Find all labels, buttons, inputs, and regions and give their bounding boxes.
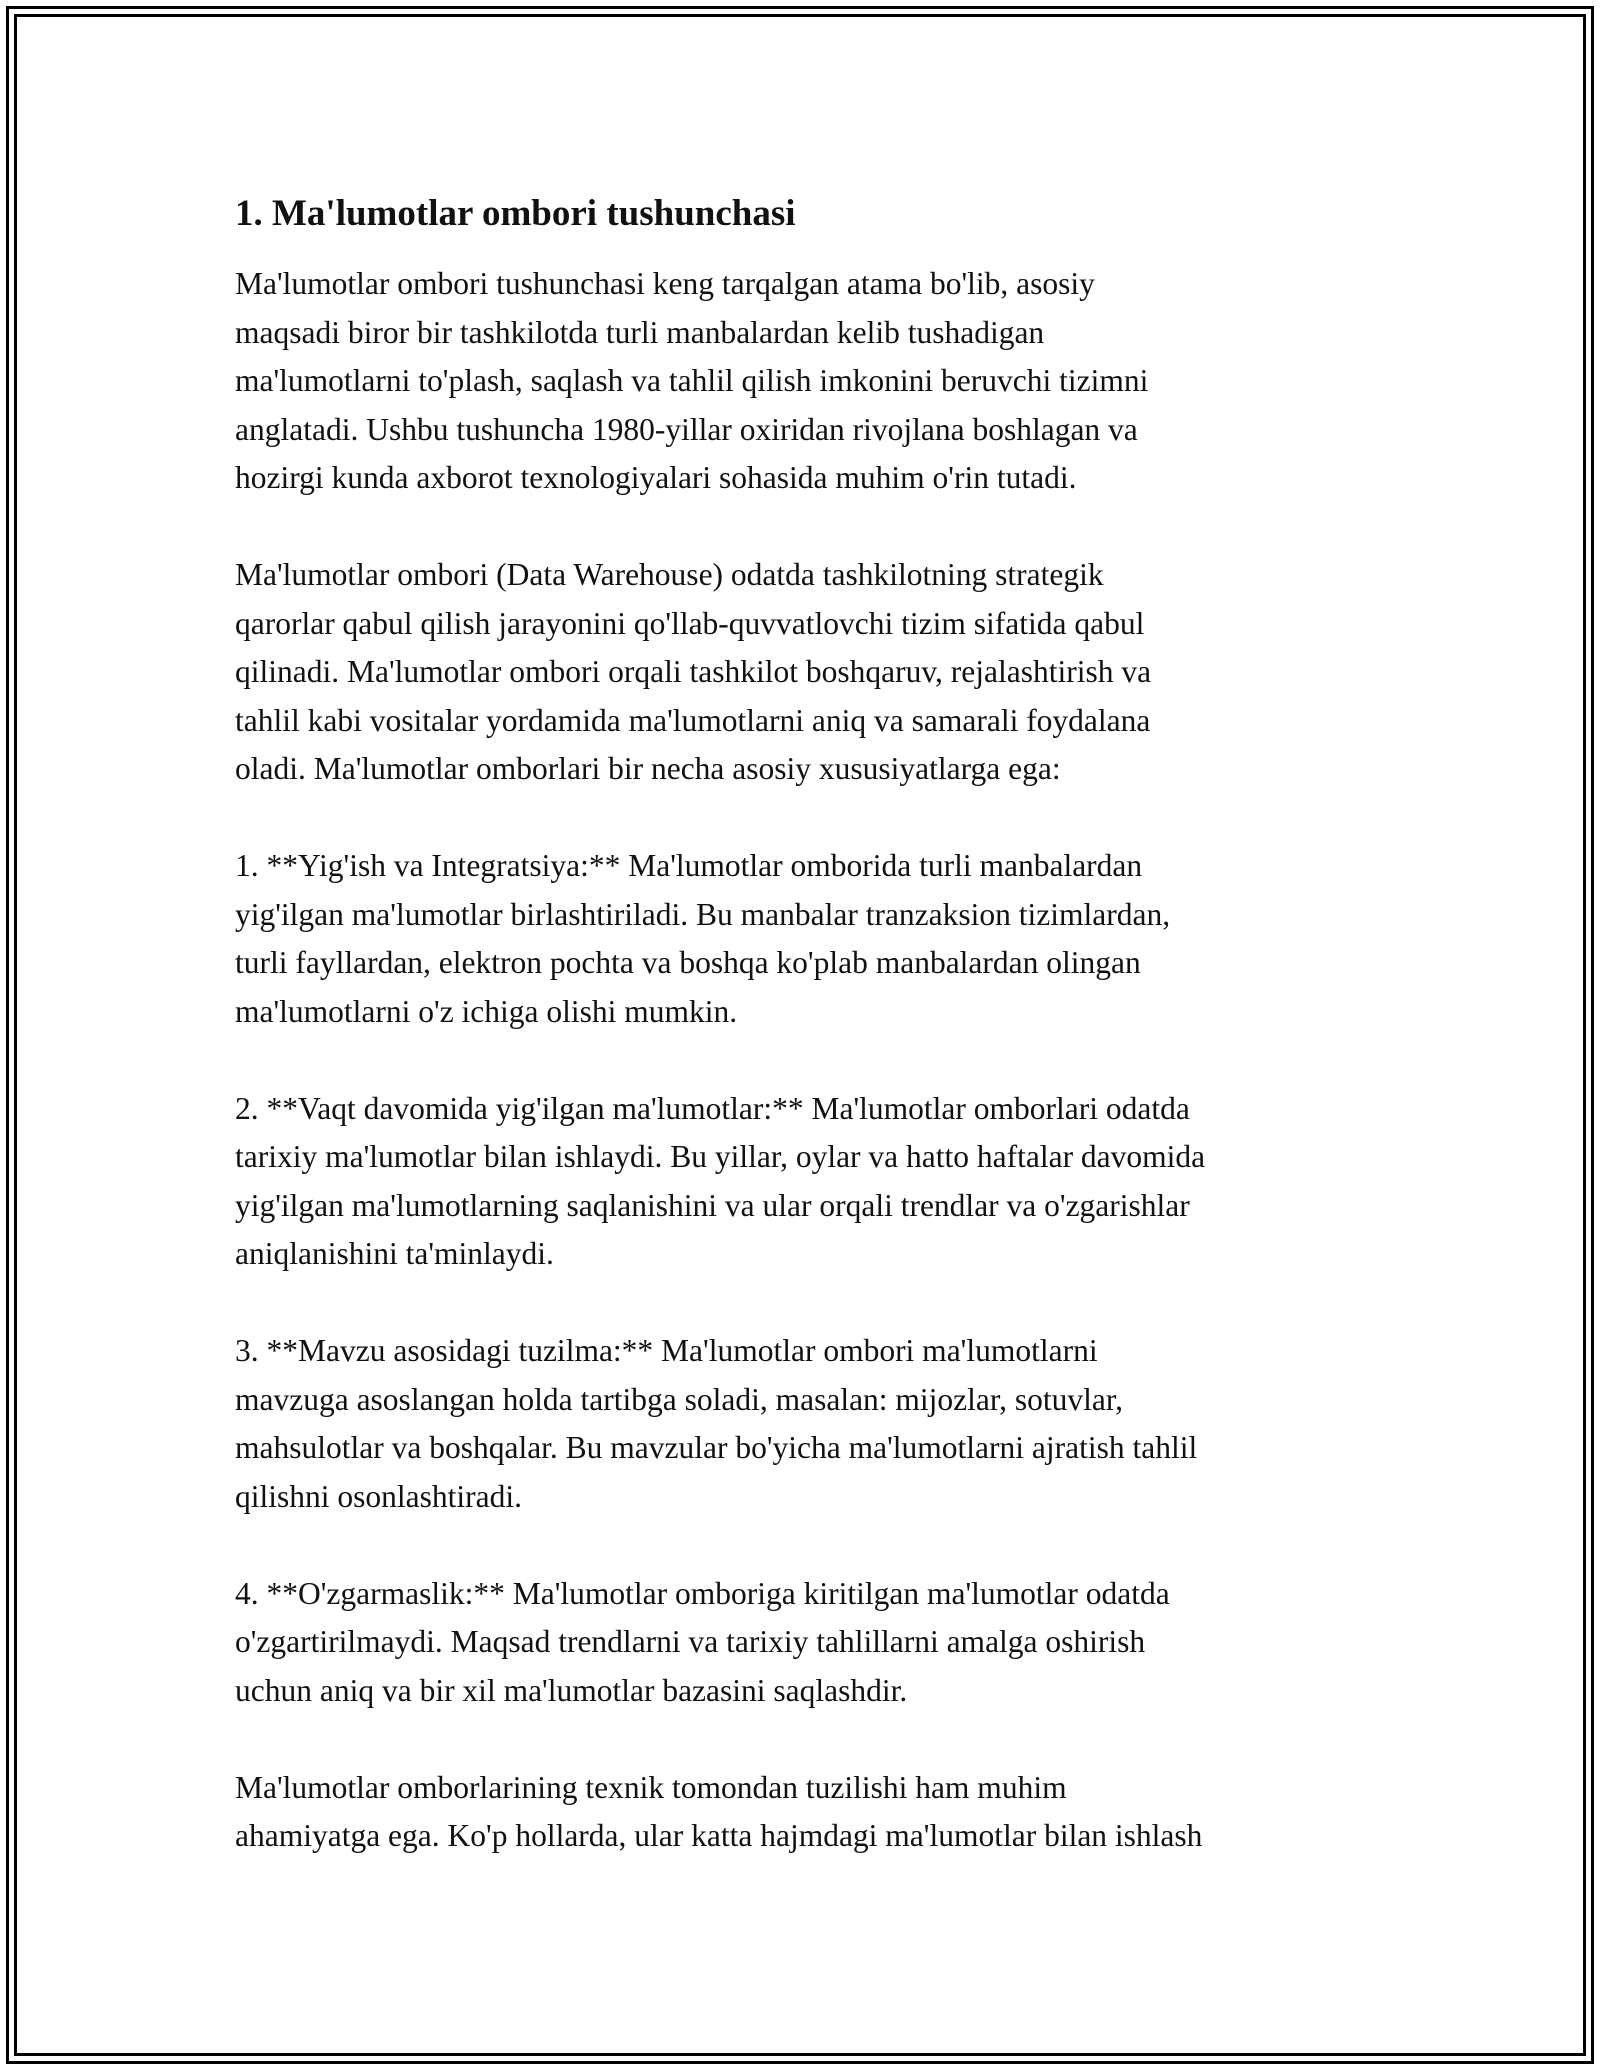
section-heading: 1. Ma'lumotlar ombori tushunchasi [235, 193, 796, 234]
paragraph-intro [235, 260, 1395, 503]
text-line: maqsadi biror bir tashkilotda turli manbalardan kelib tushadigan [235, 314, 1045, 350]
paragraph-data-warehouse [235, 551, 1395, 794]
text-line: 3. **Mavzu asosidagi tuzilma:** Ma'lumotlar ombori ma'lumotlarni [235, 1333, 1098, 1368]
text-line: mavzuga asoslangan holda tartibga soladi, masalan: mijozlar, sotuvlar, [235, 1381, 1123, 1417]
text-line: tarixiy ma'lumotlar bilan ishlaydi. Bu yillar, oylar va hatto haftalar davomida [235, 1139, 1206, 1174]
text-line: Ma'lumotlar ombori tushunchasi keng tarqalgan atama bo'lib, asosiy [235, 266, 1095, 301]
text-line: ahamiyatga ega. Ko'p hollarda, ular katta hajmdagi ma'lumotlar bilan ishlash [235, 1818, 1203, 1853]
text-line: qarorlar qabul qilish jarayonini qo'llab-quvvatlovchi tizim sifatida qabul [235, 605, 1145, 641]
text-line: turli fayllardan, elektron pochta va boshqa ko'plab manbalardan olingan [235, 945, 1141, 980]
text-line: 2. **Vaqt davomida yig'ilgan ma'lumotlar:** Ma'lumotlar omborlari odatda [235, 1090, 1190, 1126]
text-line: yig'ilgan ma'lumotlar birlashtiriladi. Bu manbalar tranzaksion tizimlardan, [235, 896, 1171, 932]
text-line: ma'lumotlarni o'z ichiga olishi mumkin. [235, 993, 738, 1029]
text-line: 1. **Yig'ish va Integratsiya:** Ma'lumotlar omborida turli manbalardan [235, 848, 1143, 883]
list-item-non-volatile [235, 1570, 1395, 1716]
document-body [235, 188, 1395, 1861]
list-item-time-variant [235, 1085, 1395, 1279]
text-line: mahsulotlar va boshqalar. Bu mavzular bo'yicha ma'lumotlarni ajratish tahlil [235, 1430, 1198, 1465]
text-line: oladi. Ma'lumotlar omborlari bir necha asosiy xususiyatlarga ega: [235, 751, 1061, 786]
text-line: hozirgi kunda axborot texnologiyalari sohasida muhim o'rin tutadi. [235, 460, 1077, 495]
text-line: Ma'lumotlar omborlarining texnik tomondan tuzilishi ham muhim [235, 1769, 1067, 1805]
text-line: qilinadi. Ma'lumotlar ombori orqali tashkilot boshqaruv, rejalashtirish va [235, 654, 1152, 689]
text-line: tahlil kabi vositalar yordamida ma'lumotlarni aniq va samarali foydalana [235, 702, 1151, 738]
text-line: anglatadi. Ushbu tushuncha 1980-yillar oxiridan rivojlana boshlagan va [235, 411, 1138, 447]
text-line: ma'lumotlarni to'plash, saqlash va tahlil qilish imkonini beruvchi tizimni [235, 363, 1149, 398]
text-line: uchun aniq va bir xil ma'lumotlar bazasini saqlashdir. [235, 1672, 908, 1708]
text-line: aniqlanishini ta'minlaydi. [235, 1236, 554, 1271]
list-item-subject-oriented [235, 1327, 1395, 1521]
paragraph-technical-structure [235, 1764, 1395, 1861]
text-line: Ma'lumotlar ombori (Data Warehouse) odatda tashkilotning strategik [235, 557, 1104, 592]
text-line: yig'ilgan ma'lumotlarning saqlanishini va ular orqali trendlar va o'zgarishlar [235, 1187, 1190, 1223]
text-line: o'zgartirilmaydi. Maqsad trendlarni va tarixiy tahlillarni amalga oshirish [235, 1624, 1146, 1659]
text-line: qilishni osonlashtiradi. [235, 1478, 522, 1514]
list-item-integration [235, 842, 1395, 1036]
text-line: 4. **O'zgarmaslik:** Ma'lumotlar omboriga kiritilgan ma'lumotlar odatda [235, 1575, 1170, 1611]
